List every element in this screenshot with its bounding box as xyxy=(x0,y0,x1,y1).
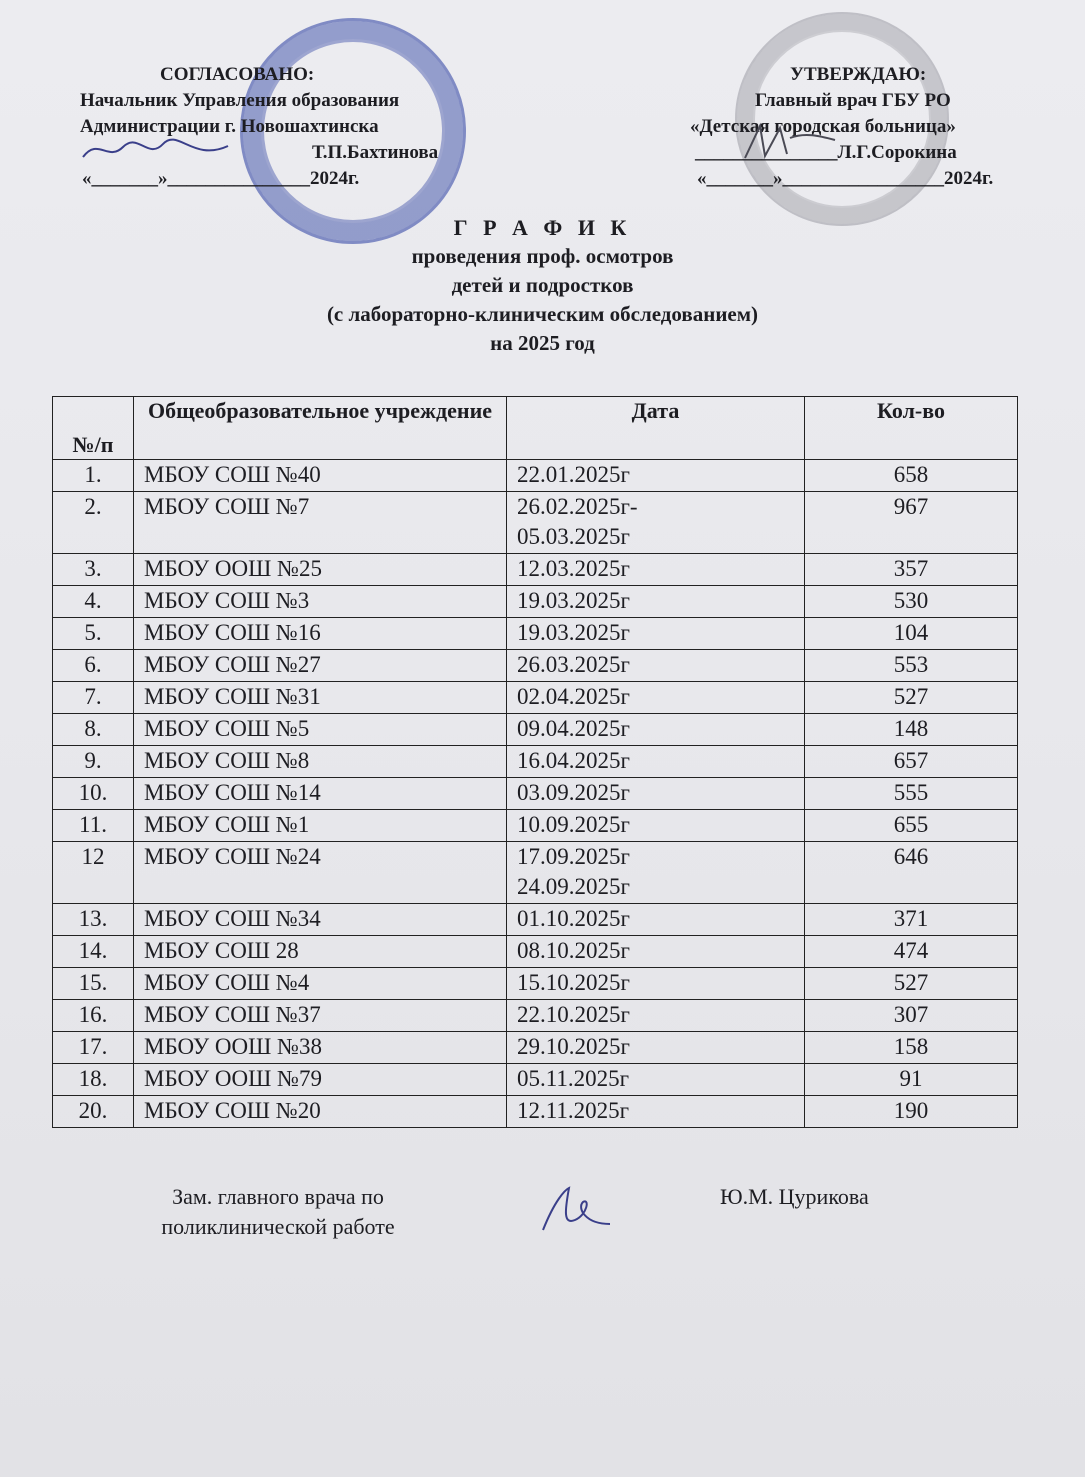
row-date xyxy=(507,842,805,904)
row-count: 657 xyxy=(805,746,1018,778)
row-date xyxy=(507,586,805,618)
row-number: 15. xyxy=(53,968,134,1000)
row-date-value: 22.10.2025г xyxy=(517,1002,630,1027)
row-date-value: 29.10.2025г xyxy=(517,1034,630,1059)
footer-signer: Ю.М. Цурикова xyxy=(720,1184,869,1209)
row-school: МБОУ СОШ №8 xyxy=(134,746,507,778)
row-count: 371 xyxy=(805,904,1018,936)
row-count: 967 xyxy=(805,492,1018,554)
signature-right xyxy=(735,118,845,168)
row-number: 12 xyxy=(53,842,134,904)
row-count: 655 xyxy=(805,810,1018,842)
row-date-value: 17.09.2025г xyxy=(517,844,630,869)
row-date-value: 19.03.2025г xyxy=(517,588,630,613)
row-number: 8. xyxy=(53,714,134,746)
row-number: 3. xyxy=(53,554,134,586)
document-subtitle-4: на 2025 год xyxy=(490,331,595,355)
header-num: №/п xyxy=(53,397,134,460)
footer-position-line-1: Зам. главного врача по xyxy=(172,1184,384,1209)
table-row xyxy=(53,618,1018,650)
row-school: МБОУ СОШ №40 xyxy=(134,460,507,492)
row-number: 11. xyxy=(53,810,134,842)
table-row xyxy=(53,1096,1018,1128)
row-date-value-2: 05.03.2025г xyxy=(517,524,630,549)
row-date xyxy=(507,492,805,554)
row-date-value: 22.01.2025г xyxy=(517,462,630,487)
approval-approved-title: УТВЕРЖДАЮ: xyxy=(790,64,927,85)
row-school: МБОУ СОШ №4 xyxy=(134,968,507,1000)
row-number: 9. xyxy=(53,746,134,778)
row-school: МБОУ ООШ №38 xyxy=(134,1032,507,1064)
row-school: МБОУ СОШ №5 xyxy=(134,714,507,746)
row-date-value: 19.03.2025г xyxy=(517,620,630,645)
approval-agreed-block xyxy=(58,62,488,192)
table-row xyxy=(53,810,1018,842)
row-date-value: 26.03.2025г xyxy=(517,652,630,677)
table-row xyxy=(53,1032,1018,1064)
approval-agreed-date: «_______»_______________2024г. xyxy=(82,168,360,189)
row-date xyxy=(507,714,805,746)
row-count: 553 xyxy=(805,650,1018,682)
approval-agreed-position-1: Начальник Управления образования xyxy=(80,90,400,111)
row-number: 5. xyxy=(53,618,134,650)
header-count: Кол-во xyxy=(805,397,1018,460)
table-row xyxy=(53,492,1018,554)
table-row xyxy=(53,714,1018,746)
approval-approved-signer: _______________Л.Г.Сорокина xyxy=(695,142,957,163)
row-number: 10. xyxy=(53,778,134,810)
row-number: 14. xyxy=(53,936,134,968)
row-number: 6. xyxy=(53,650,134,682)
row-date xyxy=(507,682,805,714)
row-count: 646 xyxy=(805,842,1018,904)
row-date xyxy=(507,904,805,936)
row-number: 7. xyxy=(53,682,134,714)
table-row xyxy=(53,650,1018,682)
row-school: МБОУ СОШ 28 xyxy=(134,936,507,968)
document-title: Г Р А Ф И К xyxy=(453,215,632,240)
row-date-value: 12.11.2025г xyxy=(517,1098,630,1123)
table-row xyxy=(53,1064,1018,1096)
row-date xyxy=(507,554,805,586)
row-school: МБОУ СОШ №14 xyxy=(134,778,507,810)
row-school: МБОУ СОШ №34 xyxy=(134,904,507,936)
row-count: 104 xyxy=(805,618,1018,650)
row-date-value: 09.04.2025г xyxy=(517,716,630,741)
header-date: Дата xyxy=(507,397,805,460)
row-number: 18. xyxy=(53,1064,134,1096)
row-number: 1. xyxy=(53,460,134,492)
approval-approved-date: «_______»_________________2024г. xyxy=(697,168,994,189)
row-count: 474 xyxy=(805,936,1018,968)
table-row xyxy=(53,682,1018,714)
row-date xyxy=(507,618,805,650)
row-school: МБОУ ООШ №79 xyxy=(134,1064,507,1096)
row-school: МБОУ СОШ №16 xyxy=(134,618,507,650)
row-count: 658 xyxy=(805,460,1018,492)
row-number: 13. xyxy=(53,904,134,936)
row-school: МБОУ СОШ №3 xyxy=(134,586,507,618)
row-count: 357 xyxy=(805,554,1018,586)
row-count: 555 xyxy=(805,778,1018,810)
row-school: МБОУ СОШ №20 xyxy=(134,1096,507,1128)
row-school: МБОУ ООШ №25 xyxy=(134,554,507,586)
document-heading xyxy=(0,213,1085,358)
row-date xyxy=(507,1096,805,1128)
approval-approved-position-1: Главный врач ГБУ РО xyxy=(755,90,951,111)
table-row xyxy=(53,554,1018,586)
document-subtitle-3: (с лабораторно-клиническим обследованием) xyxy=(326,302,759,326)
row-date-value: 02.04.2025г xyxy=(517,684,630,709)
approval-agreed-position-2: Администрации г. Новошахтинска xyxy=(80,116,379,137)
row-date-value-2: 24.09.2025г xyxy=(517,874,630,899)
row-count: 158 xyxy=(805,1032,1018,1064)
row-number: 16. xyxy=(53,1000,134,1032)
approval-approved-block xyxy=(675,62,1065,192)
row-date xyxy=(507,810,805,842)
row-number: 20. xyxy=(53,1096,134,1128)
schedule-table xyxy=(52,396,1018,1128)
row-date xyxy=(507,936,805,968)
row-school: МБОУ СОШ №37 xyxy=(134,1000,507,1032)
document-subtitle-1: проведения проф. осмотров xyxy=(411,244,674,268)
signature-footer xyxy=(535,1180,615,1240)
row-number: 17. xyxy=(53,1032,134,1064)
document-subtitle-2: детей и подростков xyxy=(451,273,634,297)
table-row xyxy=(53,746,1018,778)
table-row xyxy=(53,586,1018,618)
row-date-value: 10.09.2025г xyxy=(517,812,630,837)
table-row xyxy=(53,1000,1018,1032)
row-date xyxy=(507,778,805,810)
table-row xyxy=(53,778,1018,810)
row-date xyxy=(507,460,805,492)
row-date xyxy=(507,650,805,682)
row-number: 2. xyxy=(53,492,134,554)
signature-left xyxy=(78,132,238,172)
footer-position-line-2: поликлинической работе xyxy=(161,1214,395,1239)
table-header-row xyxy=(53,397,1018,460)
row-count: 527 xyxy=(805,968,1018,1000)
table-row xyxy=(53,904,1018,936)
row-date-value: 05.11.2025г xyxy=(517,1066,630,1091)
table-row xyxy=(53,460,1018,492)
row-count: 148 xyxy=(805,714,1018,746)
table-row xyxy=(53,968,1018,1000)
row-school: МБОУ СОШ №1 xyxy=(134,810,507,842)
row-count: 530 xyxy=(805,586,1018,618)
approval-agreed-signer: Т.П.Бахтинова xyxy=(312,142,439,163)
row-date xyxy=(507,1032,805,1064)
row-school: МБОУ СОШ №24 xyxy=(134,842,507,904)
row-date-value: 16.04.2025г xyxy=(517,748,630,773)
row-count: 190 xyxy=(805,1096,1018,1128)
row-count: 307 xyxy=(805,1000,1018,1032)
row-school: МБОУ СОШ №31 xyxy=(134,682,507,714)
row-number: 4. xyxy=(53,586,134,618)
approval-agreed-title: СОГЛАСОВАНО: xyxy=(160,64,315,85)
row-date xyxy=(507,1000,805,1032)
row-date-value: 01.10.2025г xyxy=(517,906,630,931)
row-count: 527 xyxy=(805,682,1018,714)
table-row xyxy=(53,936,1018,968)
table-row xyxy=(53,842,1018,904)
row-date-value: 26.02.2025г- xyxy=(517,494,638,519)
footer-position xyxy=(118,1182,438,1242)
row-count: 91 xyxy=(805,1064,1018,1096)
row-date xyxy=(507,1064,805,1096)
approval-approved-position-2: «Детская городская больница» xyxy=(690,116,956,137)
row-school: МБОУ СОШ №7 xyxy=(134,492,507,554)
row-date-value: 15.10.2025г xyxy=(517,970,630,995)
row-date xyxy=(507,746,805,778)
row-date-value: 12.03.2025г xyxy=(517,556,630,581)
row-date-value: 03.09.2025г xyxy=(517,780,630,805)
header-school: Общеобразовательное учреждение xyxy=(134,397,507,460)
row-school: МБОУ СОШ №27 xyxy=(134,650,507,682)
row-date xyxy=(507,968,805,1000)
row-date-value: 08.10.2025г xyxy=(517,938,630,963)
